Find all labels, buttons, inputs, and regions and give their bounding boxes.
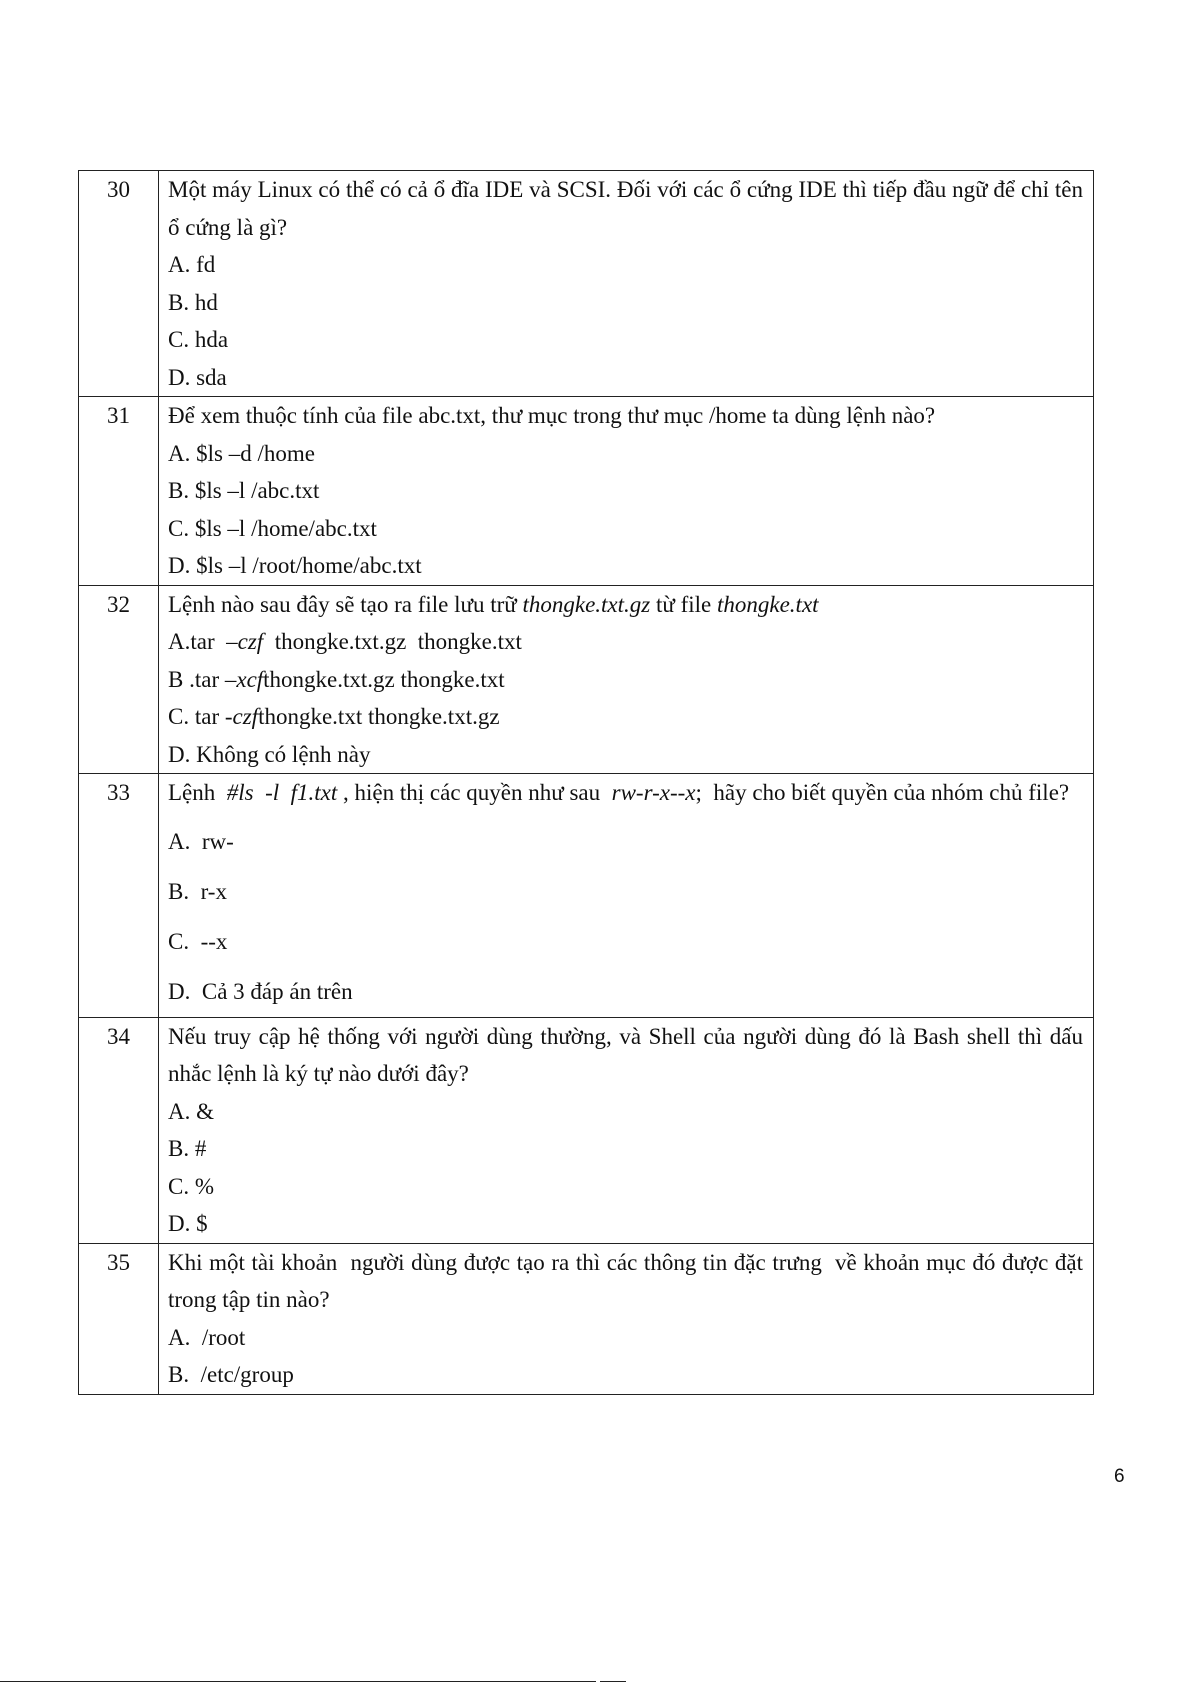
answer-option — [168, 661, 1083, 699]
question-number: 31 — [79, 397, 159, 586]
option-part: B .tar — [168, 666, 225, 692]
option-part: A.tar — [168, 629, 227, 654]
answer-option: C. --x — [168, 928, 228, 954]
answer-option: C. hda — [168, 327, 229, 352]
question-row — [79, 397, 1094, 586]
command-italic: #ls -l f1.txt — [226, 780, 338, 805]
answer-option: A. fd — [168, 252, 216, 277]
question-text: Để xem thuộc tính của file abc.txt, thư mục trong thư mục /home ta dùng lệnh nào? — [168, 403, 936, 428]
question-text — [168, 586, 1083, 624]
question-text: Một máy Linux có thể có cả ổ đĩa IDE và SCSI. Đối với các ổ cứng IDE thì tiếp đầu ngữ để chỉ tên ổ cứng là gì? — [168, 177, 1083, 240]
answer-option: A. /root — [168, 1324, 246, 1350]
answer-option: A. rw- — [168, 828, 234, 854]
question-text-part: Lệnh — [168, 780, 227, 805]
footer-divider — [0, 1681, 596, 1682]
question-body — [159, 1017, 1094, 1243]
footer-divider-short — [600, 1681, 626, 1682]
question-text-part: ; hãy cho biết quyền của nhóm chủ file? — [695, 780, 1070, 805]
question-row — [79, 1017, 1094, 1243]
option-flag-italic: –xcf — [224, 666, 264, 692]
question-number: 32 — [79, 585, 159, 774]
answer-option: B. $ls –l /abc.txt — [168, 478, 320, 503]
answer-option: B. /etc/group — [168, 1362, 294, 1387]
answer-option: A. $ls –d /home — [168, 440, 315, 466]
question-number: 33 — [79, 774, 159, 1018]
option-part: thongke.txt.gz thongke.txt — [263, 629, 522, 654]
question-text: Nếu truy cập hệ thống với người dùng thường, và Shell của người dùng đó là Bash shell thì dấu nhắc lệnh là ký tự nào dưới đây? — [168, 1023, 1083, 1086]
answer-option: D. sda — [168, 364, 227, 390]
option-flag-italic: -czf — [224, 704, 259, 729]
question-body — [159, 171, 1094, 397]
question-body — [159, 585, 1094, 774]
option-part: thongke.txt.gz thongke.txt — [263, 666, 505, 692]
question-row — [79, 171, 1094, 397]
permission-italic: rw-r-x--x — [611, 780, 696, 805]
answer-option: B. hd — [168, 289, 218, 315]
answer-option: C. % — [168, 1173, 214, 1199]
question-body — [159, 1243, 1094, 1394]
filename-italic: thongke.txt — [717, 591, 819, 617]
answer-option — [168, 623, 1083, 661]
question-row — [79, 585, 1094, 774]
page-number: 6 — [1114, 1466, 1125, 1487]
answer-option: B. r-x — [168, 878, 227, 904]
question-text-part: Lệnh nào sau đây sẽ tạo ra file lưu trữ — [168, 591, 523, 617]
question-row — [79, 1243, 1094, 1394]
answer-option: D. $ls –l /root/home/abc.txt — [168, 553, 422, 578]
answer-option: C. $ls –l /home/abc.txt — [168, 515, 377, 541]
answer-option — [168, 698, 1083, 736]
question-number: 35 — [79, 1243, 159, 1394]
question-text — [168, 774, 1083, 812]
option-part: C. tar — [168, 704, 225, 729]
answer-option: D. Không có lệnh này — [168, 741, 371, 767]
option-part: thongke.txt thongke.txt.gz — [258, 704, 500, 729]
answer-option: B. # — [168, 1136, 207, 1161]
question-row — [79, 774, 1094, 1018]
answer-option: D. Cả 3 đáp án trên — [168, 978, 353, 1004]
question-number: 30 — [79, 171, 159, 397]
option-flag-italic: –czf — [226, 629, 264, 654]
question-number: 34 — [79, 1017, 159, 1243]
question-table — [78, 170, 1094, 1395]
answer-option: D. $ — [168, 1211, 208, 1236]
question-text-part: , hiện thị các quyền như sau — [337, 780, 612, 805]
question-body — [159, 774, 1094, 1018]
filename-italic: thongke.txt.gz — [522, 591, 651, 617]
question-text-part: từ file — [650, 591, 717, 617]
question-text: Khi một tài khoản người dùng được tạo ra thì các thông tin đặc trưng về khoản mục đó được đặt trong tập tin nào? — [168, 1249, 1089, 1312]
answer-option: A. & — [168, 1098, 214, 1124]
question-body — [159, 397, 1094, 586]
